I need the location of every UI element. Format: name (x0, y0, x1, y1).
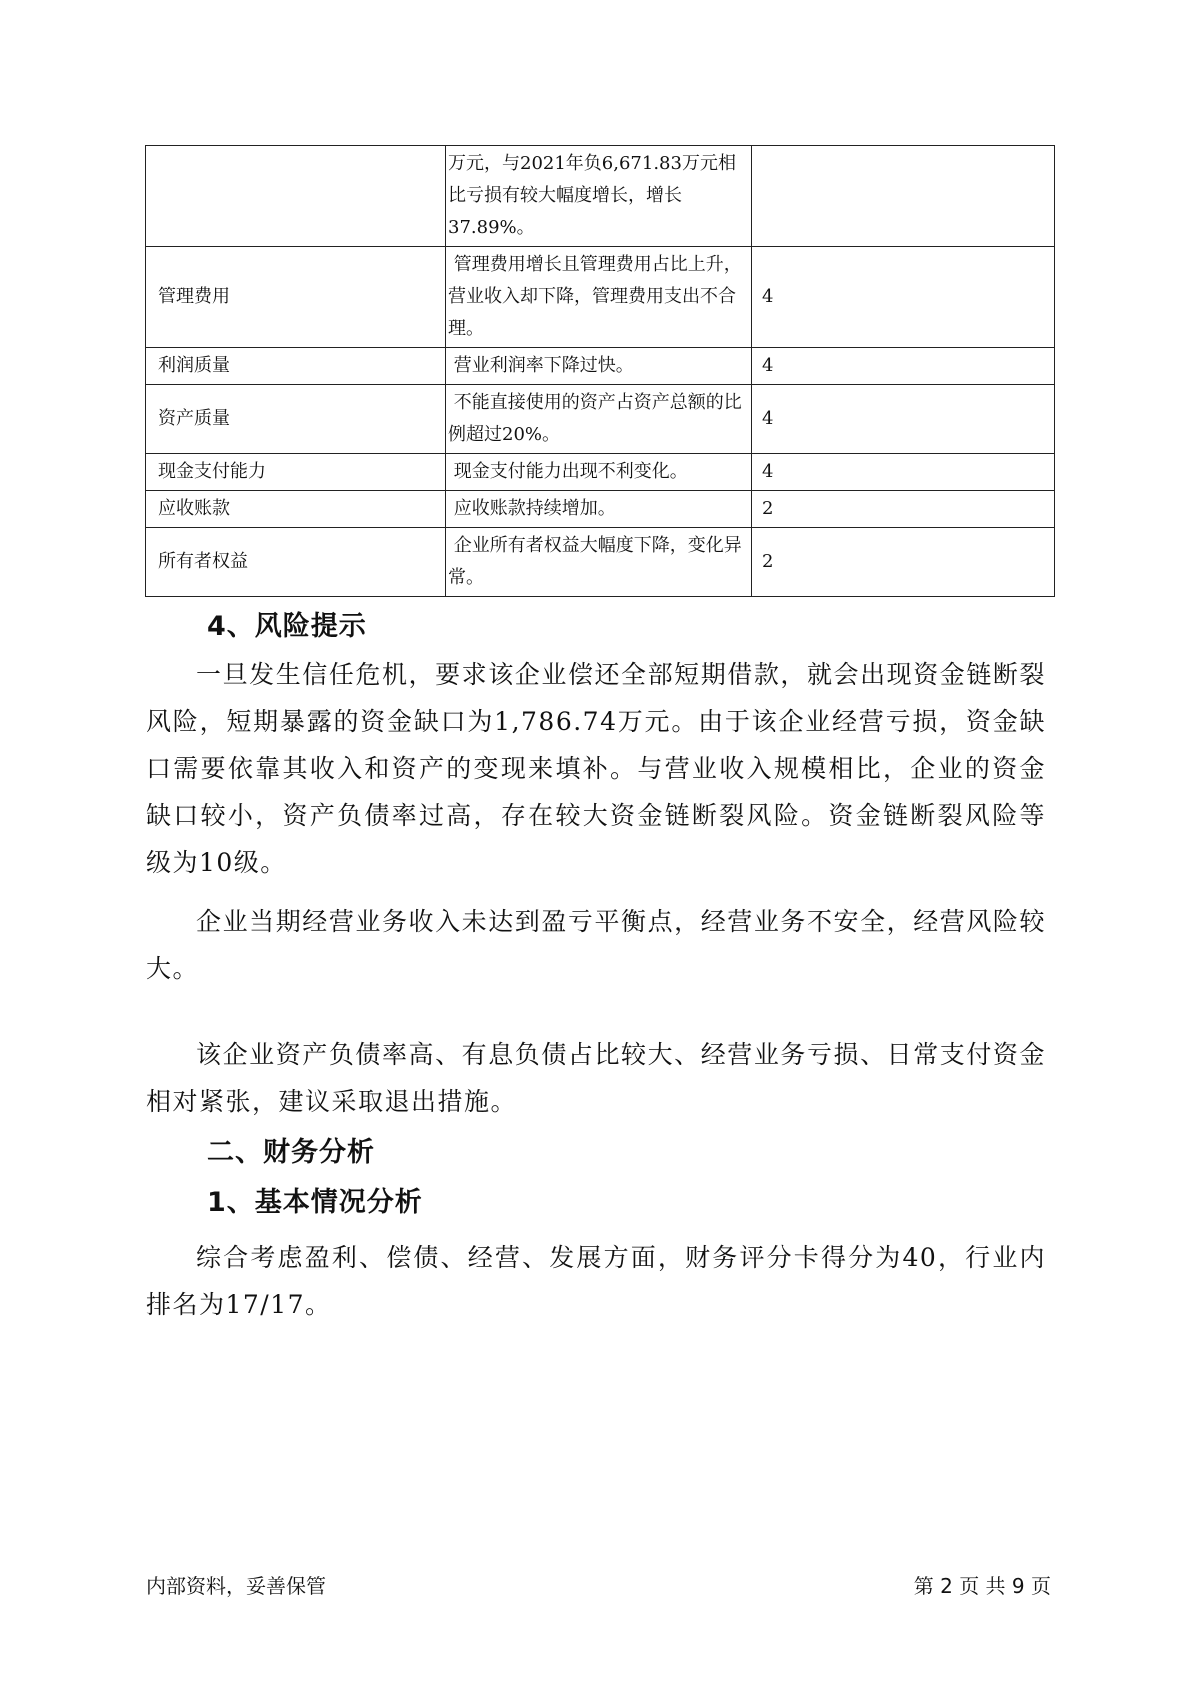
table-cell-item: 管理费用 (146, 247, 446, 348)
table-cell-item: 所有者权益 (146, 528, 446, 597)
table-row (146, 348, 1055, 385)
table-cell-description: 万元，与2021年负6,671.83万元相比亏损有较大幅度增长，增长37.89%。 (446, 146, 752, 247)
table-cell-item: 利润质量 (146, 348, 446, 385)
page-number: 第 2 页 共 9 页 (913, 1574, 1051, 1598)
section-heading-finance: 二、财务分析 (207, 1137, 375, 1168)
section-heading-risk: 4、风险提示 (207, 611, 367, 642)
table-cell-score: 4 (752, 385, 1055, 454)
table-row (146, 146, 1055, 247)
table-cell-score: 4 (752, 348, 1055, 385)
table-cell-description: 管理费用增长且管理费用占比上升，营业收入却下降，管理费用支出不合理。 (446, 247, 752, 348)
table-cell-item (146, 146, 446, 247)
table-row (146, 528, 1055, 597)
table-cell-item: 资产质量 (146, 385, 446, 454)
table-cell-item: 应收账款 (146, 491, 446, 528)
table-cell-score (752, 146, 1055, 247)
subsection-heading: 1、基本情况分析 (207, 1187, 423, 1218)
table-row (146, 247, 1055, 348)
table-cell-score: 4 (752, 247, 1055, 348)
table-cell-item: 现金支付能力 (146, 454, 446, 491)
table-row (146, 491, 1055, 528)
table-row (146, 454, 1055, 491)
table-cell-description: 应收账款持续增加。 (446, 491, 752, 528)
paragraph: 该企业资产负债率高、有息负债占比较大、经营业务亏损、日常支付资金相对紧张，建议采取退出措施。 (146, 1040, 1046, 1116)
table-cell-description: 营业利润率下降过快。 (446, 348, 752, 385)
table-cell-score: 2 (752, 528, 1055, 597)
paragraph: 企业当期经营业务收入未达到盈亏平衡点，经营业务不安全，经营风险较大。 (146, 907, 1046, 983)
risk-table (145, 145, 1055, 597)
table-cell-score: 2 (752, 491, 1055, 528)
table-cell-description: 企业所有者权益大幅度下降，变化异常。 (446, 528, 752, 597)
table-row (146, 385, 1055, 454)
footer-note: 内部资料，妥善保管 (146, 1574, 326, 1598)
paragraph: 综合考虑盈利、偿债、经营、发展方面，财务评分卡得分为40，行业内排名为17/17。 (146, 1243, 1046, 1319)
table-cell-score: 4 (752, 454, 1055, 491)
paragraph: 一旦发生信任危机，要求该企业偿还全部短期借款，就会出现资金链断裂风险，短期暴露的资金缺口为1,786.74万元。由于该企业经营亏损，资金缺口需要依靠其收入和资产的变现来填补。与营业收入规模相比，企业的资金缺口较小，资产负债率过高，存在较大资金链断裂风险。资金链断裂风险等级为10级。 (146, 660, 1046, 877)
table-cell-description: 现金支付能力出现不利变化。 (446, 454, 752, 491)
table-cell-description: 不能直接使用的资产占资产总额的比例超过20%。 (446, 385, 752, 454)
